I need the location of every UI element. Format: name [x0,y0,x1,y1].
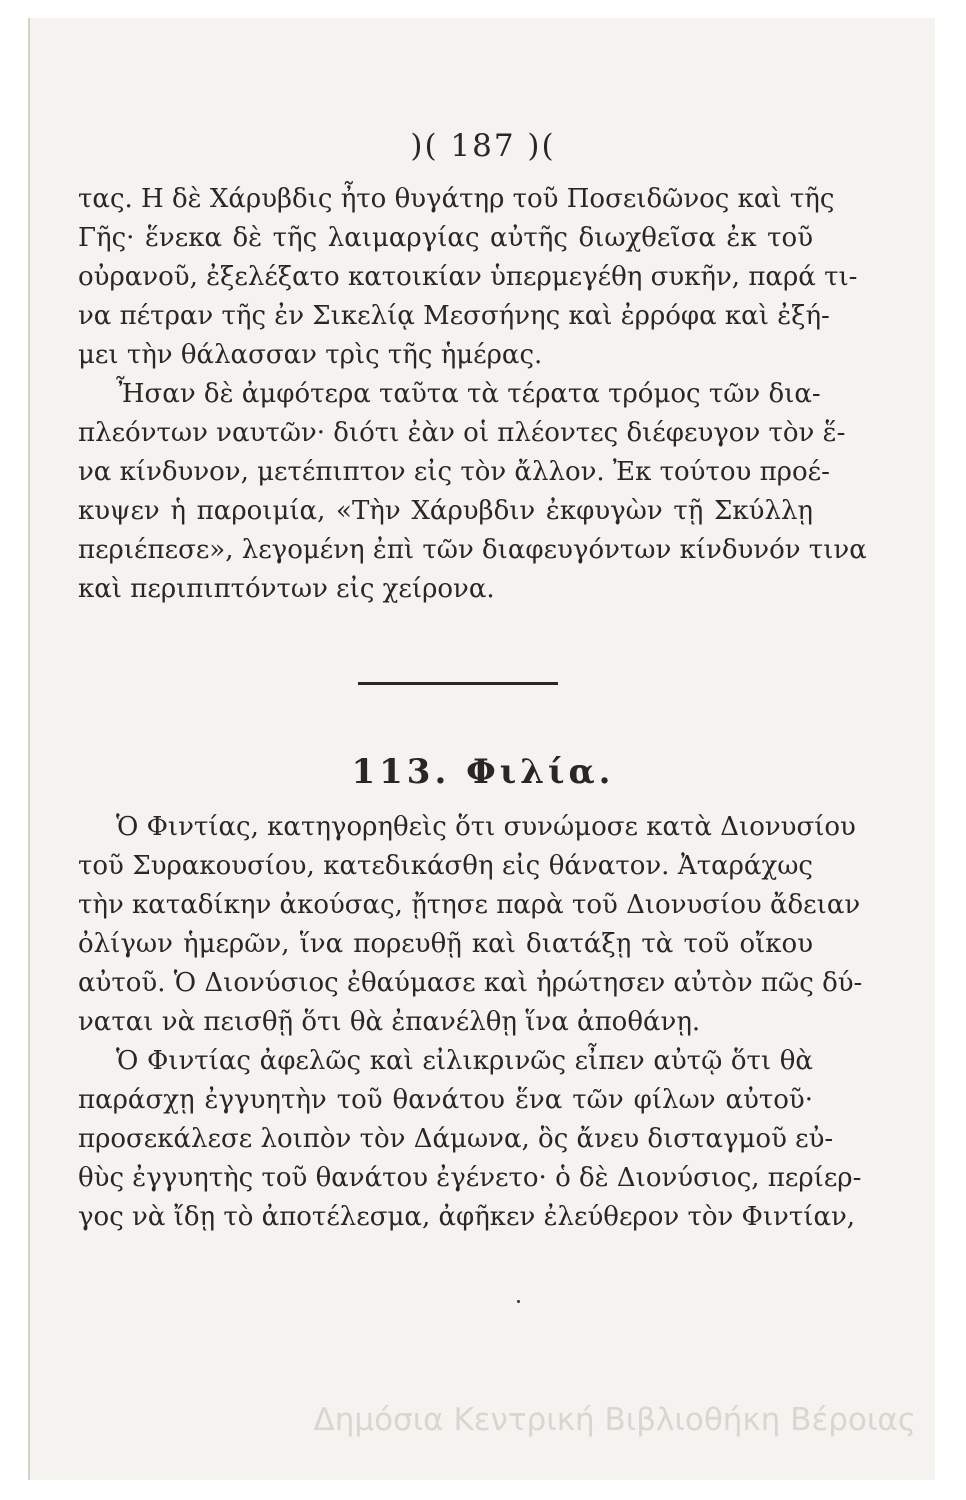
text-line: να πέτραν τῆς ἐν Σικελίᾳ Μεσσήνης καὶ ἐρρόφα καὶ ἐξή- [78,301,830,331]
text-line: να κίνδυνον, μετέπιπτον εἰς τὸν ἄλλον. Ἐκ τούτου προέ- [78,457,830,487]
paragraph-charybdis [78,180,867,609]
page-number: )( 187 )( [410,128,556,164]
text-line: προσεκάλεσε λοιπὸν τὸν Δάμωνα, ὃς ἄνευ δισταγμοῦ εὐ- [78,1124,834,1154]
text-line: τὴν καταδίκην ἀκούσας, ᾔτησε παρὰ τοῦ Διονυσίου ἄδειαν [78,890,861,920]
text-line: αὐτοῦ. Ὁ Διονύσιος ἐθαύμασε καὶ ἠρώτησεν αὐτὸν πῶς δύ- [78,968,863,998]
text-line: Ἦσαν δὲ ἀμφότερα ταῦτα τὰ τέρατα τρόμος τῶν δια- [116,379,821,409]
section-divider [358,682,558,685]
text-line: ὀλίγων ἡμερῶν, ἵνα πορευθῇ καὶ διατάξῃ τὰ τοῦ οἴκου [78,929,813,959]
text-line: Ὁ Φιντίας ἀφελῶς καὶ εἰλικρινῶς εἶπεν αὐτῷ ὅτι θὰ [116,1046,813,1076]
text-line: Ὁ Φιντίας, κατηγορηθεὶς ὅτι συνώμοσε κατὰ Διονυσίου [116,812,856,842]
section-heading: 113. Φιλία. [351,752,615,792]
paragraph-phintias [78,808,863,1237]
library-watermark: Δημόσια Κεντρική Βιβλιοθήκη Βέροιας [313,1402,916,1438]
text-line: Γῆς· ἕνεκα δὲ τῆς λαιμαργίας αὐτῆς διωχθεῖσα ἐκ τοῦ [78,223,813,253]
text-line: τας. Η δὲ Χάρυβδις ἦτο θυγάτηρ τοῦ Ποσειδῶνος καὶ τῆς [78,184,835,214]
text-line: μει τὴν θάλασσαν τρὶς τῆς ἡμέρας. [78,340,543,370]
text-line: τοῦ Συρακουσίου, κατεδικάσθη εἰς θάνατον. Ἀταράχως [78,851,813,881]
text-line: περιέπεσε», λεγομένη ἐπὶ τῶν διαφευγόντων κίνδυνόν τινα [78,535,867,565]
text-line: ναται νὰ πεισθῇ ὅτι θὰ ἐπανέλθῃ ἵνα ἀποθάνῃ. [78,1007,701,1037]
text-line: οὐρανοῦ, ἐξελέξατο κατοικίαν ὑπερμεγέθη συκῆν, παρά τι- [78,262,858,292]
text-line: καὶ περιπιπτόντων εἰς χείρονα. [78,574,495,604]
text-line: παράσχῃ ἐγγυητὴν τοῦ θανάτου ἕνα τῶν φίλων αὐτοῦ· [78,1085,813,1115]
text-line: κυψεν ἡ παροιμία, «Τὴν Χάρυβδιν ἐκφυγὼν τῇ Σκύλλῃ [78,496,813,526]
text-line: γος νὰ ἴδῃ τὸ ἀποτέλεσμα, ἀφῆκεν ἐλεύθερον τὸν Φιντίαν, [78,1202,856,1232]
text-line: πλεόντων ναυτῶν· διότι ἐὰν οἱ πλέοντες διέφευγον τὸν ἕ- [78,418,846,448]
text-line: θὺς ἐγγυητὴς τοῦ θανάτου ἐγένετο· ὁ δὲ Διονύσιος, περίερ- [78,1163,862,1193]
ink-speck [517,1300,520,1303]
